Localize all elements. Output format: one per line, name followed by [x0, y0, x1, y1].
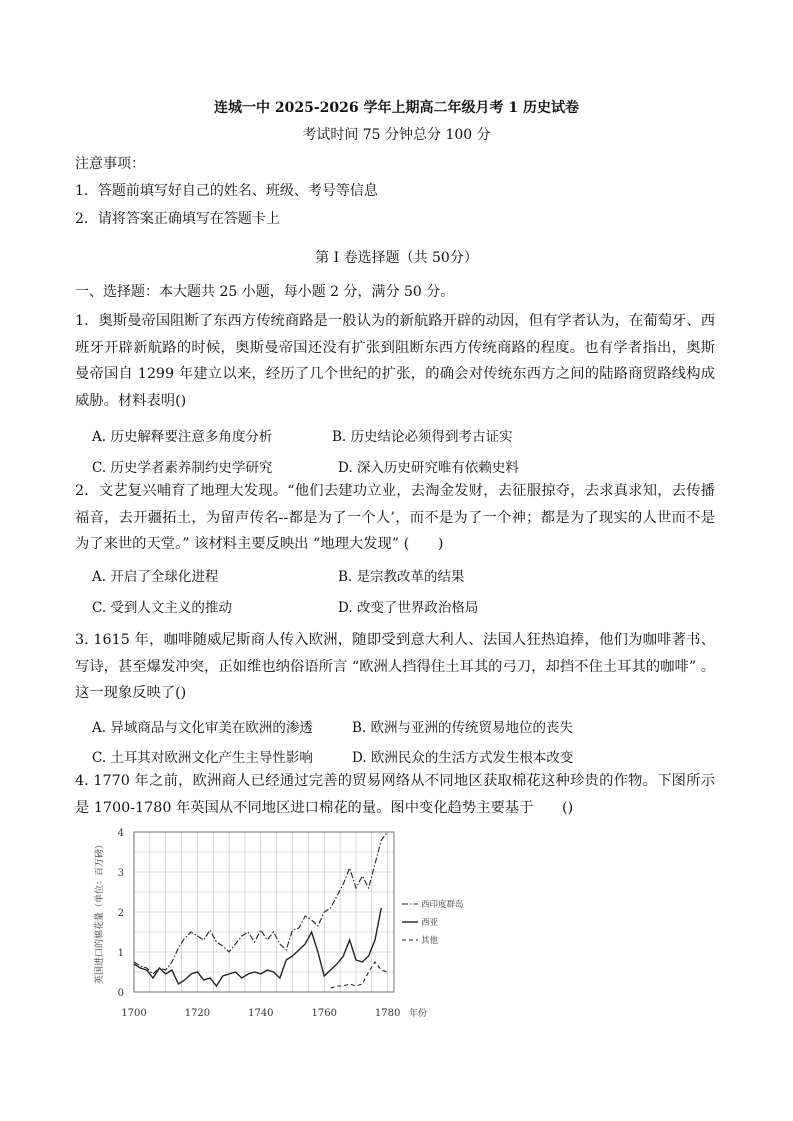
- question-2-option-c: C. 受到人文主义的推动: [92, 600, 232, 616]
- y-tick-label: 2: [117, 908, 124, 919]
- legend-label: 西印度群岛: [421, 900, 464, 910]
- question-1-option-b: B. 历史结论必须得到考古证实: [332, 429, 513, 445]
- x-tick-label: 1740: [248, 1008, 274, 1019]
- y-tick-label: 4: [117, 828, 124, 839]
- legend-label: 其他: [421, 936, 439, 946]
- section-title: 第 I 卷选择题（共 50分）: [315, 250, 478, 266]
- question-2-option-b: B. 是宗教改革的结果: [338, 569, 465, 585]
- question-1-option-d: D. 深入历史研究唯有依赖史料: [338, 460, 519, 476]
- question-3-stem: 3. 1615 年，咖啡随威尼斯商人传入欧洲，随即受到意大利人、法国人狂热追捧，他们为咖啡著书、写诗，甚至爆发冲突，正如维也纳俗语所言 “欧洲人挡得住土耳其的弓刀，却挡不住土耳其的咖啡” 。这一现象反映了(): [75, 632, 715, 701]
- question-3-option-d: D. 欧洲民众的生活方式发生根本改变: [352, 750, 574, 766]
- exam-title: 连城一中 2025-2026 学年上期高二年级月考 1 历史试卷: [214, 100, 579, 116]
- question-4-stem: 4. 1770 年之前，欧洲商人已经通过完善的贸易网络从不同地区获取棉花这种珍贵的作物。下图所示是 1700-1780 年英国从不同地区进口棉花的量。图中变化趋势主要基于 (): [75, 773, 715, 816]
- series-line-2: [134, 908, 381, 986]
- notice-item-2: 2．请将答案正确填写在答题卡上: [75, 211, 280, 227]
- legend-label: 西亚: [421, 918, 439, 928]
- x-tick-label: 1700: [121, 1008, 147, 1019]
- question-2-option-d: D. 改变了世界政治格局: [338, 600, 479, 616]
- y-tick-label: 1: [117, 948, 124, 959]
- question-1-option-c: C. 历史学者素养制约史学研究: [92, 460, 273, 476]
- notice-heading: 注意事项：: [75, 156, 145, 172]
- x-tick-label: 1760: [311, 1008, 337, 1019]
- x-tick-label: 1780: [374, 1008, 401, 1019]
- question-3-option-a: A. 异域商品与文化审美在欧洲的渗透: [92, 720, 313, 736]
- x-axis-label: 年份: [409, 1009, 428, 1019]
- question-2-option-a: A. 开启了全球化进程: [92, 569, 219, 585]
- question-3-option-c: C. 土耳其对欧洲文化产生主导性影响: [92, 750, 313, 766]
- x-tick-label: 1720: [184, 1008, 211, 1019]
- series-line-3: [331, 962, 388, 988]
- notice-item-1: 1．答题前填写好自己的姓名、班级、考号等信息: [75, 183, 378, 199]
- question-3-option-b: B. 欧洲与亚洲的传统贸易地位的丧失: [352, 720, 574, 736]
- section-instruction: 一、选择题：本大题共 25 小题，每小题 2 分，满分 50 分。: [75, 284, 455, 300]
- y-axis-label: 英国进口的棉花量（单位：百万磅）: [95, 839, 105, 985]
- question-1-stem: 1．奥斯曼帝国阻断了东西方传统商路是一般认为的新航路开辟的动因，但有学者认为，在葡萄牙、西班牙开辟新航路的时候，奥斯曼帝国还没有扩张到阻断东西方传统商路的程度。也有学者指出，奥斯曼帝国自 1299 年建立以来，经历了几个世纪的扩张，的确会对传统东西方之间的陆路商贸路线构成威胁。材料表明(): [75, 313, 715, 409]
- exam-subtitle: 考试时间 75 分钟总分 100 分: [302, 127, 491, 143]
- y-tick-label: 0: [117, 988, 124, 999]
- cotton-import-chart: [88, 826, 464, 1021]
- y-tick-label: 3: [117, 868, 124, 879]
- question-2-stem: 2．文艺复兴哺育了地理大发现。“他们去建功立业，去淘金发财，去征服掠夺，去求真求知，去传播福音，去开疆拓土，为留声传名--都是为了一个人’，而不是为了一个神；都是为了现实的人世而不是为了来世的天堂。” 该材料主要反映出 “地理大发现” ( ): [75, 483, 715, 552]
- question-1-option-a: A. 历史解释要注意多角度分析: [92, 429, 273, 445]
